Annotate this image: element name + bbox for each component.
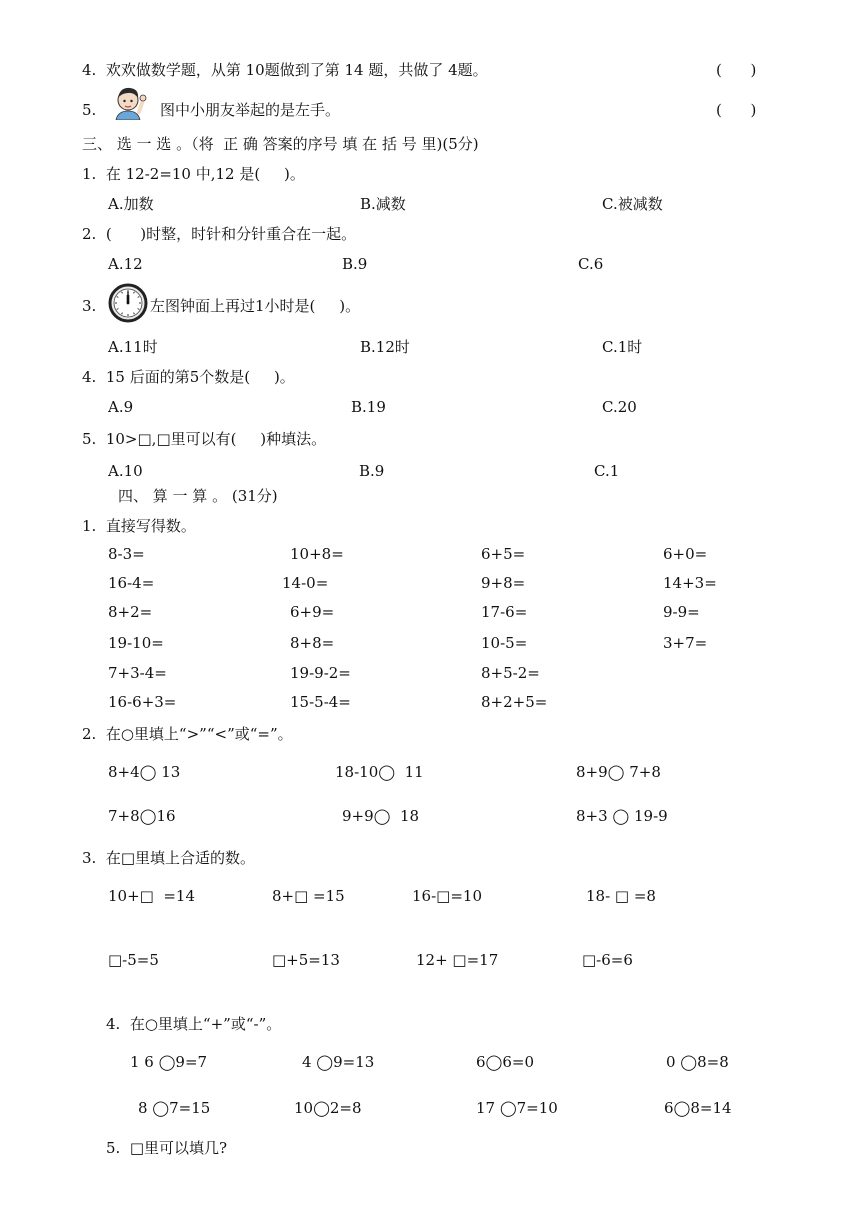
comparison: 8+3 ◯ 19-9 [576, 807, 668, 825]
option-b: B.9 [359, 462, 385, 480]
equation: 10-5= [481, 634, 528, 652]
option-b: B.12时 [360, 338, 410, 356]
equation: 16-6+3= [108, 693, 177, 711]
choice-question-3-text: 左图钟面上再过1小时是( )。 [150, 297, 361, 315]
part-3-title: 3. 在□里填上合适的数。 [82, 849, 256, 867]
equation: 15-5-4= [290, 693, 351, 711]
option-a: A.9 [108, 398, 134, 416]
answer-paren: ( ) [716, 101, 757, 119]
child-raising-hand-icon [112, 84, 150, 120]
fill-blank: 10+□ =14 [108, 887, 196, 905]
equation: 8+2+5= [481, 693, 548, 711]
equation: 8-3= [108, 545, 145, 563]
judge-question-5-number: 5. [82, 101, 97, 119]
equation: 9+8= [481, 574, 526, 592]
operator-blank: 0 ◯8=8 [666, 1053, 729, 1071]
operator-blank: 10◯2=8 [294, 1099, 362, 1117]
equation: 14-0= [282, 574, 329, 592]
operator-blank: 6◯8=14 [664, 1099, 732, 1117]
operator-blank: 1 6 ◯9=7 [130, 1053, 208, 1071]
option-c: C.被减数 [602, 195, 663, 213]
equation: 6+9= [290, 603, 335, 621]
part-1-title: 1. 直接写得数。 [82, 517, 196, 535]
section-4-title: 四、 算 一 算 。 (31分) [118, 487, 278, 505]
judge-question-4: 4. 欢欢做数学题，从第 10题做到了第 14 题，共做了 4题。 [82, 61, 488, 79]
equation: 6+5= [481, 545, 526, 563]
equation: 14+3= [663, 574, 717, 592]
choice-question-4: 4. 15 后面的第5个数是( )。 [82, 368, 295, 386]
choice-question-2: 2. ( )时整，时针和分针重合在一起。 [82, 225, 357, 243]
option-c: C.20 [602, 398, 637, 416]
choice-question-3-number: 3. [82, 297, 97, 315]
equation: 19-9-2= [290, 664, 351, 682]
operator-blank: 6◯6=0 [476, 1053, 534, 1071]
option-c: C.1时 [602, 338, 643, 356]
equation: 8+2= [108, 603, 153, 621]
fill-blank: 8+□ =15 [272, 887, 345, 905]
equation: 17-6= [481, 603, 528, 621]
equation: 8+8= [290, 634, 335, 652]
operator-blank: 4 ◯9=13 [302, 1053, 375, 1071]
section-3-title: 三、 选 一 选 。（将 正 确 答案的序号 填 在 括 号 里)(5分) [82, 135, 479, 153]
fill-blank: 16-□=10 [412, 887, 482, 905]
fill-blank: 12+ □=17 [416, 951, 499, 969]
equation: 10+8= [290, 545, 344, 563]
fill-blank: □+5=13 [272, 951, 340, 969]
equation: 6+0= [663, 545, 708, 563]
operator-blank: 17 ◯7=10 [476, 1099, 558, 1117]
choice-question-5: 5. 10>□,□里可以有( )种填法。 [82, 430, 327, 448]
option-a: A.11时 [108, 338, 158, 356]
equation: 8+5-2= [481, 664, 540, 682]
equation: 9-9= [663, 603, 700, 621]
comparison: 8+4◯ 13 [108, 763, 181, 781]
clock-face-icon [108, 283, 148, 323]
comparison: 7+8◯16 [108, 807, 176, 825]
option-a: A.加数 [108, 195, 154, 213]
option-b: B.9 [342, 255, 368, 273]
part-4-title: 4. 在○里填上“+”或“-”。 [106, 1015, 282, 1033]
equation: 16-4= [108, 574, 155, 592]
equation: 19-10= [108, 634, 164, 652]
fill-blank: □-5=5 [108, 951, 159, 969]
option-c: C.6 [578, 255, 604, 273]
equation: 3+7= [663, 634, 708, 652]
part-2-title: 2. 在○里填上“>”“<”或“=”。 [82, 725, 293, 743]
equation: 7+3-4= [108, 664, 167, 682]
option-a: A.10 [108, 462, 143, 480]
comparison: 9+9◯ 18 [342, 807, 420, 825]
choice-question-1: 1. 在 12-2=10 中,12 是( )。 [82, 165, 305, 183]
judge-question-5-text: 图中小朋友举起的是左手。 [160, 101, 341, 119]
option-a: A.12 [108, 255, 143, 273]
answer-paren: ( ) [716, 61, 757, 79]
fill-blank: □-6=6 [582, 951, 633, 969]
option-b: B.减数 [360, 195, 406, 213]
fill-blank: 18- □ =8 [586, 887, 656, 905]
comparison: 18-10◯ 11 [335, 763, 424, 781]
comparison: 8+9◯ 7+8 [576, 763, 661, 781]
operator-blank: 8 ◯7=15 [138, 1099, 211, 1117]
option-b: B.19 [351, 398, 386, 416]
option-c: C.1 [594, 462, 620, 480]
part-5-title: 5. □里可以填几? [106, 1139, 228, 1157]
